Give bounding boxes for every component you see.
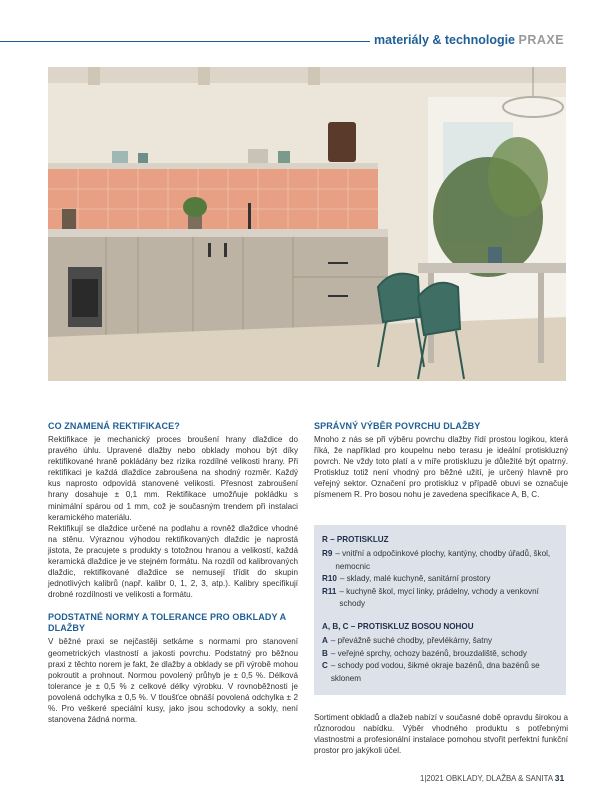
list-item <box>322 586 558 611</box>
item-text: – veřejné sprchy, ochozy bazénů, brouzdaliště, schody <box>330 648 527 658</box>
section-label: PRAXE <box>518 33 565 47</box>
anti-slip-info-box <box>314 525 566 695</box>
list-item <box>322 648 558 661</box>
item-code: B <box>322 648 328 658</box>
item-code: A <box>322 635 328 645</box>
section-title: materiály & technologie <box>374 33 516 47</box>
heading-surface-choice: SPRÁVNÝ VÝBĚR POVRCHU DLAŽBY <box>314 421 481 431</box>
item-code: R10 <box>322 574 337 584</box>
left-column <box>48 421 298 725</box>
item-text: – sklady, malé kuchyně, sanitární prostory <box>339 574 491 584</box>
item-text: – převážně suché chodby, převlékárny, šatny <box>330 635 493 645</box>
item-text: – kuchyně škol, mycí linky, prádelny, vchody a venkovní schody <box>339 586 539 609</box>
paragraph-closing: Sortiment obkladů a dlažeb nabízí v současné době opravdu širokou a různorodou nabídku. Výběr vhodného produktu s potřebnými vlastnostmi a profesionální instalace pomohou stvořit perfektní funkční prostor pro jakýkoli účel. <box>314 713 568 756</box>
page-footer <box>420 773 564 783</box>
heading-rectification: CO ZNAMENÁ REKTIFIKACE? <box>48 421 180 431</box>
spacer <box>322 611 558 620</box>
right-column <box>314 421 568 501</box>
header-rule <box>0 41 370 42</box>
list-item <box>322 548 558 573</box>
heading-norms: PODSTATNÉ NORMY A TOLERANCE PRO OBKLADY A DLAŽBY <box>48 612 286 634</box>
item-code: C <box>322 661 328 671</box>
paragraph-rectification-2: Rektifikují se dlaždice určené na podlahu a rovněž dlaždice vhodné na stěnu. Výraznou výhodou rektifikovaných dlaždic je naprostá jistota, že pracujete s produkty s totožnou hranou a velikostí, každá keramická dlaždice je ve stejném formátu. Na rozdíl od kalibrovaných dlaždic, rektifikované dlaždice se nemusejí třídit do skupin jednotlivých kalibrů (např. kalibr 0, 1, 2, 3, atp.). Kalibry specifikují drobné rozdílnosti ve velikosti a formátu. <box>48 523 298 600</box>
page-number: 31 <box>554 773 565 783</box>
footer-publication: 1|2021 OBKLADY, DLAŽBA & SANITA <box>420 774 553 783</box>
paragraph-rectification-1: Rektifikace je mechanický proces broušení hrany dlaždice do pravého úhlu. Upravené dlažby nebo obklady mohou být díky rektifikované hraně pokládány bez rizika rozdílné velikosti hrany. Při rektifikaci je každá dlaždice zabroušena na shodný rozměr. Každý kus naprosto odpovídá stanovené velikosti. Přesnost zabroušení hrany dosahuje ± 0,1 mm. Rektifikace umožňuje pokládku s minimální spárou od 1 mm, což je současným trendem při instalaci keramického materiálu. <box>48 435 298 522</box>
list-item <box>322 573 558 586</box>
item-text: – schody pod vodou, šikmé okraje bazénů, dna bazénů se sklonem <box>330 661 540 683</box>
paragraph-norms: V běžné praxi se nejčastěji setkáme s normami pro stanovení geometrických vlastností a jakosti povrchu. Podstatný pro běžnou praxi z těchto norem je fakt, že dlažby a obklady se při výrobě mohou pokroutit a prohnout. Normou povolený průhyb je ± 0,5 %. Délková tolerance je ± 0,5 % z celkové délky výrobku. V rovnoběžnosti je povolená odchylka ± 0,5 %. V tloušťce obnáší povolená odchylka ± 2 %. Pro veškeré speciální kusy, jako jsou schodovky a sokly, není stanovena žádná norma. <box>48 637 298 725</box>
box-heading-abc: A, B, C – PROTISKLUZ BOSOU NOHOU <box>322 621 474 631</box>
list-item <box>322 635 558 648</box>
item-code: R11 <box>322 586 337 596</box>
item-code: R9 <box>322 549 333 558</box>
kitchen-photo <box>48 67 566 381</box>
section-header <box>374 33 564 47</box>
box-heading-r: R – PROTISKLUZ <box>322 535 389 544</box>
paragraph-surface-choice: Mnoho z nás se při výběru povrchu dlažby řídí prostou logikou, která říká, že například pro koupelnu nebo terasu je ideální protiskluzný povrch. Ne vždy toto platí a v míře protiskluzu je důležité být opatrný. Protiskluz totiž není vhodný pro běžné užití, je určený hlavně pro veřejný sektor. Označení pro protiskluz v případě obuvi se označuje písmenem R. Pro bosou nohu je zavedena specifikace A, B, C. <box>314 435 568 500</box>
item-text: – vnitřní a odpočinkové plochy, kantýny, chodby úřadů, škol, nemocnic <box>335 549 551 571</box>
list-item <box>322 660 558 685</box>
